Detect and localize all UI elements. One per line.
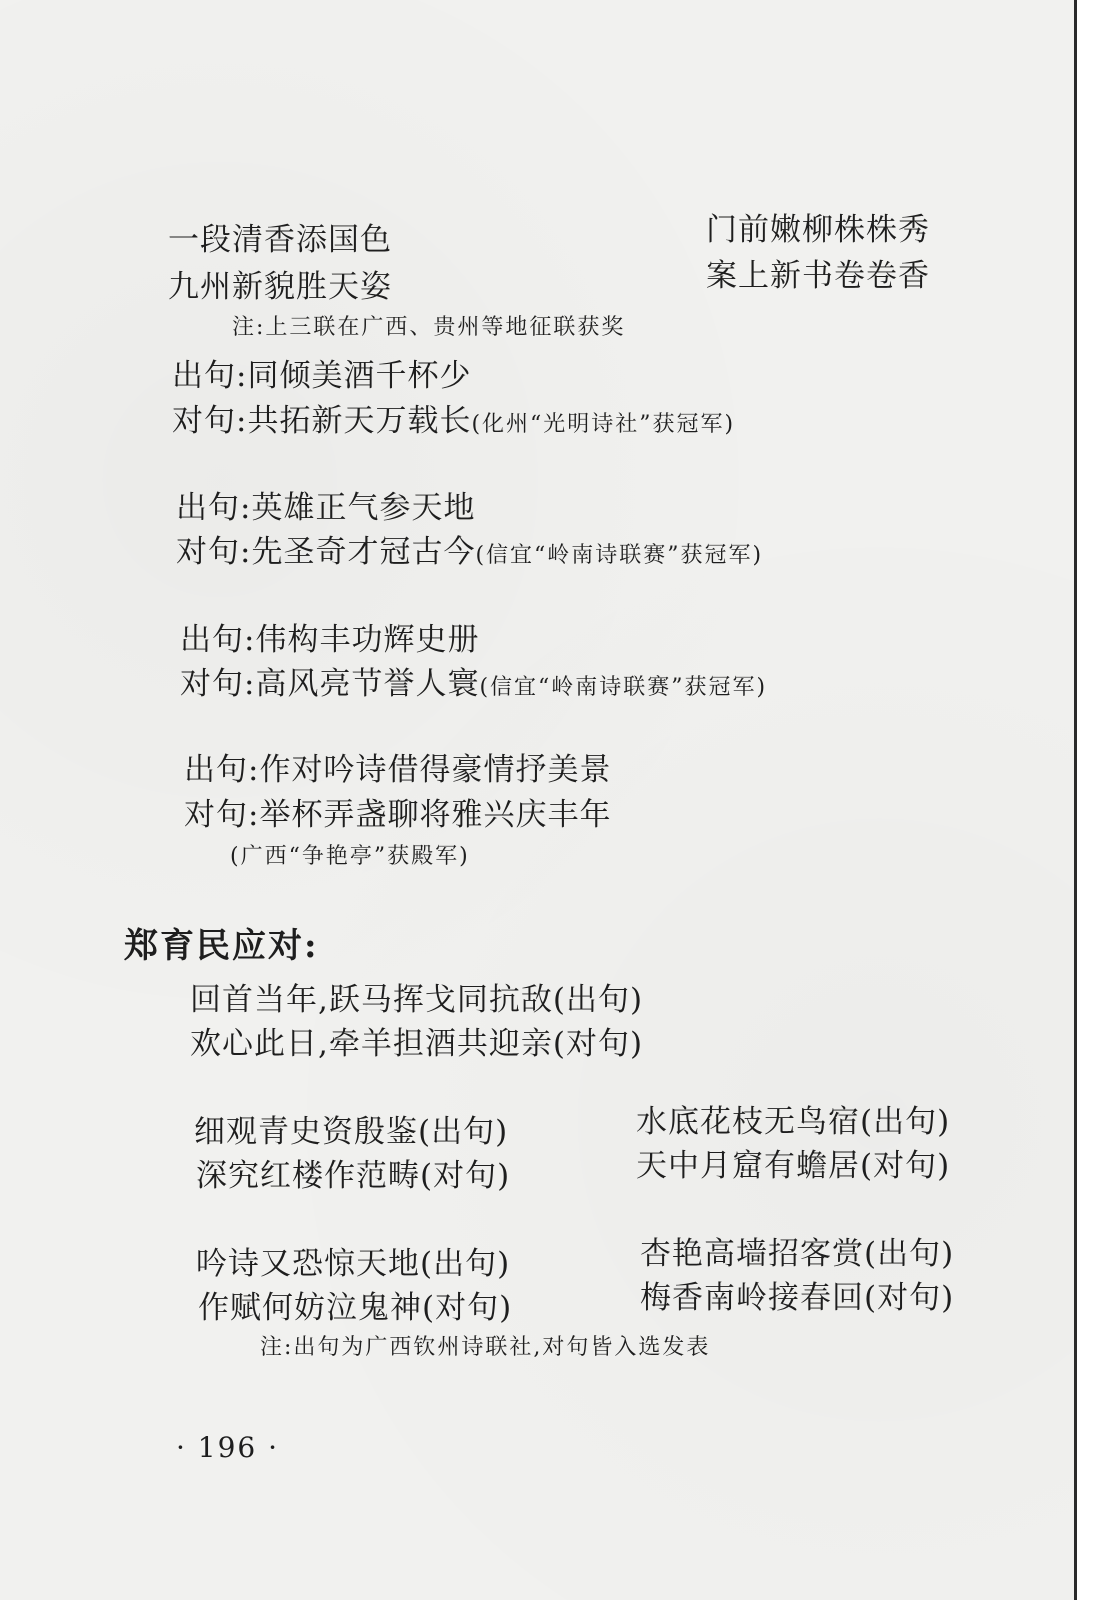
couplet-line: 深究红楼作范畴(对句): [196, 1158, 511, 1194]
award-note: (广西“争艳亭”获殿军): [230, 844, 470, 869]
out-line: 出句:作对吟诗借得豪情抒美景: [184, 752, 612, 788]
couplet-line: 作赋何妨泣鬼神(对句): [198, 1290, 513, 1326]
out-line: 出句:同倾美酒千杯少: [172, 358, 472, 394]
footnote: 注:上三联在广西、贵州等地征联获奖: [232, 315, 626, 340]
out-line: 出句:伟构丰功辉史册: [180, 622, 480, 658]
couplet-line: 天中月窟有蟾居(对句): [636, 1148, 951, 1184]
page-edge: [1074, 0, 1099, 1600]
response-line: 对句:举杯弄盏聊将雅兴庆丰年: [184, 797, 612, 833]
footnote: 注:出句为广西钦州诗联社,对句皆入选发表: [260, 1335, 711, 1360]
page-number: · 196 ·: [176, 1431, 280, 1464]
couplet-line: 水底花枝无鸟宿(出句): [636, 1104, 951, 1140]
response-text: 对句:共拓新天万载长: [172, 403, 472, 439]
couplet-line: 梅香南岭接春回(对句): [640, 1280, 955, 1316]
couplet-line: 细观青史资殷鉴(出句): [194, 1114, 509, 1150]
couplet-line: 案上新书卷卷香: [706, 258, 930, 294]
response-line: [176, 534, 763, 574]
couplet-line: 杏艳高墙招客赏(出句): [640, 1236, 955, 1272]
couplet-line: 一段清香添国色: [168, 222, 392, 258]
response-line: [172, 403, 735, 443]
response-text: 对句:高风亮节誉人寰: [180, 666, 480, 702]
couplet-line: 九州新貌胜天姿: [168, 269, 392, 305]
couplet-line: 吟诗又恐惊天地(出句): [196, 1246, 511, 1282]
section-heading: 郑育民应对:: [124, 926, 319, 966]
award-note: (信宜“岭南诗联赛”获冠军): [479, 675, 768, 700]
long-couplet-line: 回首当年,跃马挥戈同抗敌(出句): [190, 982, 644, 1018]
award-note: (信宜“岭南诗联赛”获冠军): [475, 543, 764, 568]
response-text: 对句:先圣奇才冠古今: [176, 534, 476, 570]
award-note: (化州“光明诗社”获冠军): [471, 412, 736, 437]
response-line: [180, 666, 767, 706]
long-couplet-line: 欢心此日,牵羊担酒共迎亲(对句): [190, 1026, 644, 1062]
out-line: 出句:英雄正气参天地: [176, 490, 476, 526]
couplet-line: 门前嫩柳株株秀: [706, 212, 930, 248]
